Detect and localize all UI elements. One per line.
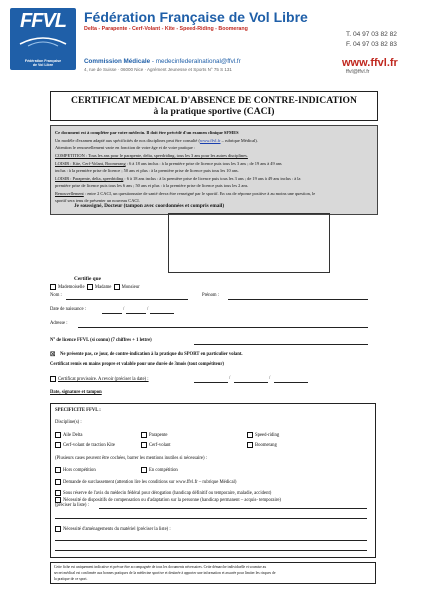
- birth-day-field[interactable]: [102, 313, 122, 314]
- compensation-list-field-2[interactable]: [55, 518, 367, 519]
- spec-title: SPECIFICITE FFVL :: [55, 408, 101, 413]
- fax: F. 04 97 03 82 83: [346, 41, 397, 48]
- label-boomerang: Boomerang: [255, 443, 277, 449]
- footer-line-3: la pratique de ce sport.: [54, 577, 88, 581]
- footer-disclaimer: [50, 562, 376, 584]
- org-disciplines: Delta - Parapente - Cerf-Volant - Kite - Speed-Riding - Boomerang: [84, 26, 248, 32]
- notice-line-9a: Renouvellement: [55, 191, 84, 196]
- birth-month-field[interactable]: [126, 313, 146, 314]
- address-label: Adresse :: [50, 321, 68, 326]
- checkbox-speed-riding[interactable]: [247, 432, 253, 438]
- civility-options: [50, 284, 140, 290]
- label-en-competition: En compétition: [149, 468, 178, 474]
- footer-line-1: Cette fiche est uniquement indicative et prévue être accompagnée de tous les documents nécessaires. Cette démarche individuelle et soumise au: [54, 565, 267, 569]
- provisional-row: [50, 376, 149, 382]
- birth-year-field[interactable]: [150, 313, 174, 314]
- disciplines-label: Discipline(s) :: [55, 420, 82, 425]
- commission-label: Commission Médicale: [84, 58, 151, 65]
- provisional-month-field[interactable]: [234, 382, 268, 383]
- notice-line-4: COMPETITION : Tous les ans pour le parapente, delta, speedriding, tous les 3 ans pour les autres disciplines.: [55, 153, 248, 158]
- footer-line-2: secret médical est confirmée aux bonnes pratiques de la médecine sportive et destinée à apporter une information et assurée pour limiter les risques de: [54, 571, 276, 575]
- hors-competition: [55, 467, 96, 473]
- compensation-list-label: (préciser la liste) :: [55, 503, 89, 508]
- label-equipment: Nécessité d'aménagements du matériel (préciser la liste) :: [63, 527, 171, 533]
- notice-line-3: Attention le renouvellement varie en fonction de votre âge et de votre pratique :: [55, 145, 196, 150]
- checkbox-cerf-volant[interactable]: [141, 442, 147, 448]
- notice-line-6: inclus : à la première prise de licence ; 50 ans et plus : à la première prise de licence puis tous les 10 ans.: [55, 168, 239, 173]
- notice-line-9b: : entre 2 CACI, un questionnaire de santé devra être renseigné par le sportif. En cas de réponse positive à au moins une question, le: [83, 191, 316, 196]
- notice-line-2b: – rubrique Médical).: [220, 138, 258, 143]
- date-signature-label: Date, signature et tampon: [50, 390, 102, 395]
- discipline-kite: [55, 442, 115, 448]
- logo-sub-line2: de Vol Libre: [32, 62, 54, 67]
- label-hors-competition: Hors compétition: [63, 468, 96, 474]
- document-title-box: [50, 91, 378, 121]
- label-cerf-volant: Cerf-volant: [149, 443, 171, 449]
- label-parapente: Parapente: [149, 433, 168, 439]
- doctor-label: Je soussigné, Docteur (tampon avec coordonnées et compris email): [74, 203, 225, 209]
- logo-subtitle: [12, 59, 74, 67]
- ffvl-specificities-box: [50, 403, 376, 558]
- nom-label: Nom :: [50, 293, 62, 298]
- civility-mademoiselle: Mademoiselle: [58, 285, 85, 291]
- prenom-label: Prénom :: [202, 293, 220, 298]
- checkbox-delta[interactable]: [55, 432, 61, 438]
- instructions-box: [50, 125, 378, 215]
- civility-madame: Madame: [94, 285, 112, 291]
- licence-field[interactable]: [194, 344, 368, 345]
- doctor-stamp-area[interactable]: [168, 213, 330, 273]
- notice-line-7a: LOISIR : Parapente, delta, speedriding: [55, 176, 124, 181]
- paraglider-icon: [18, 34, 68, 50]
- logo-text: FFVL: [20, 10, 66, 32]
- discipline-speed-riding: [247, 432, 279, 438]
- checkbox-en-competition[interactable]: [141, 467, 147, 473]
- certify-label: Certifie que: [74, 276, 101, 282]
- commission-line: [84, 58, 241, 65]
- notice-line-5a: LOISIR : Kite, Cerf-Volant, Boomerang: [55, 161, 126, 166]
- notice-line-5b: : 6 à 18 ans inclus : à la première prise de licence puis tous les 3 ans ; de 19 ans à 49 ans: [125, 161, 282, 166]
- certificate-validity: Certificat remis en mains propre et valable pour une durée de 3mois (tout compétiteur): [50, 362, 224, 367]
- notice-line-8: première prise de licence puis tous les 6 ans ; 50 ans et plus : à la première prise de licence puis tous les 2 ans.: [55, 183, 249, 188]
- multi-select-note: (Plusieurs cases peuvent être cochées, barrer les mentions inutiles si nécessaire) :: [55, 456, 208, 461]
- checkbox-federal-doctor[interactable]: [55, 490, 61, 496]
- provisional-year-field[interactable]: [274, 382, 308, 383]
- provisional-separator-1: /: [229, 376, 231, 381]
- label-compensation: Nécessité de dispositifs de compensation ou d'adaptation sur la personne (handicap permanent – acquis- temporaire): [63, 498, 281, 504]
- label-speed-riding: Speed-riding: [255, 433, 280, 439]
- commission-email: - medecinfederalnational@ffvl.fr: [150, 58, 241, 65]
- provisional-label: Certificat provisoire. A revoir (préciser la date) :: [58, 377, 149, 383]
- birth-label: Date de naissance :: [50, 307, 87, 312]
- label-federal-doctor: Sous réserve de l'avis du médecin fédéral pour dérogation (handicap définitif ou temporaire, maladie, accident): [63, 491, 272, 497]
- notice-line-5: [55, 161, 282, 166]
- title-line2: à la pratique sportive (CACI): [153, 106, 275, 117]
- equipment-list-field-2[interactable]: [55, 550, 367, 551]
- checkbox-mademoiselle[interactable]: [50, 284, 56, 290]
- checkbox-madame[interactable]: [87, 284, 93, 290]
- civility-monsieur: Monsieur: [121, 285, 140, 291]
- checkbox-hors-competition[interactable]: [55, 467, 61, 473]
- notice-line-9: [55, 191, 315, 196]
- nom-field[interactable]: [66, 299, 188, 300]
- checked-box-icon[interactable]: ☒: [50, 352, 56, 358]
- label-kite: Cerf-volant de traction Kite: [63, 443, 115, 449]
- date-separator-2: /: [147, 307, 149, 312]
- ffvl-link[interactable]: www.ffvl.fr: [199, 138, 221, 143]
- compensation-list-field[interactable]: [99, 508, 367, 509]
- no-contraindication-statement: Ne présente pas, ce jour, de contre-indication à la pratique du SPORT en particulier volant.: [60, 352, 243, 357]
- phone: T. 04 97 03 82 82: [346, 31, 397, 38]
- discipline-parapente: [141, 432, 167, 438]
- checkbox-kite[interactable]: [55, 442, 61, 448]
- label-delta: Aile Delta: [63, 433, 83, 439]
- provisional-day-field[interactable]: [194, 382, 228, 383]
- checkbox-monsieur[interactable]: [114, 284, 120, 290]
- website-link[interactable]: www.ffvl.fr: [342, 57, 398, 69]
- address-field[interactable]: [78, 327, 368, 328]
- equipment-list-field[interactable]: [55, 540, 367, 541]
- notice-line-2a: Un modèle d'examen adapté aux spécificités de nos disciplines peut être consulté (: [55, 138, 200, 143]
- en-competition: [141, 467, 178, 473]
- notice-line-10: sportif sera tenu de présenter un nouveau CACI.: [55, 198, 140, 203]
- notice-line-7b: : 6 à 18 ans inclus : à la première prise de licence puis tous les 3 ans ; de 19 ans à 49 ans inclus : à la: [123, 176, 301, 181]
- notice-line-2: [55, 138, 258, 143]
- federal-doctor-row: [55, 490, 271, 496]
- checkbox-boomerang[interactable]: [247, 442, 253, 448]
- discipline-delta: [55, 432, 82, 438]
- org-name: Fédération Française de Vol Libre: [84, 9, 308, 25]
- surclassement-row: [55, 479, 236, 485]
- checkbox-parapente[interactable]: [141, 432, 147, 438]
- label-surclassement: Demande de surclassement (attention lire les conditions sur www.ffvl.fr – rubrique Médical): [63, 480, 237, 486]
- org-address: 4, rue de Suisse · 06000 Nice · Agrément Jeunesse et Sports N° 75 S 131: [84, 67, 232, 72]
- date-separator-1: /: [123, 307, 125, 312]
- ffvl-logo: [10, 8, 76, 70]
- logo-sub-line1: Fédération Française: [24, 58, 62, 63]
- title-line1: CERTIFICAT MEDICAL D'ABSENCE DE CONTRE-INDICATION: [71, 95, 357, 106]
- prenom-field[interactable]: [228, 299, 368, 300]
- checkbox-equipment[interactable]: [55, 526, 61, 532]
- notice-line-1: Ce document est à compléter par votre médecin. Il doit être précédé d'un examen clinique SFMES: [55, 130, 239, 135]
- provisional-separator-2: /: [269, 376, 271, 381]
- equipment-row: [55, 526, 171, 532]
- discipline-cerf-volant: [141, 442, 171, 448]
- licence-label: N° de licence FFVL (si connu) (7 chiffres + 1 lettre): [50, 338, 152, 343]
- email-link[interactable]: ffvl@ffvl.fr: [346, 69, 370, 75]
- notice-line-7: [55, 176, 300, 181]
- checkbox-surclassement[interactable]: [55, 479, 61, 485]
- discipline-boomerang: [247, 442, 277, 448]
- checkbox-provisional[interactable]: [50, 376, 56, 382]
